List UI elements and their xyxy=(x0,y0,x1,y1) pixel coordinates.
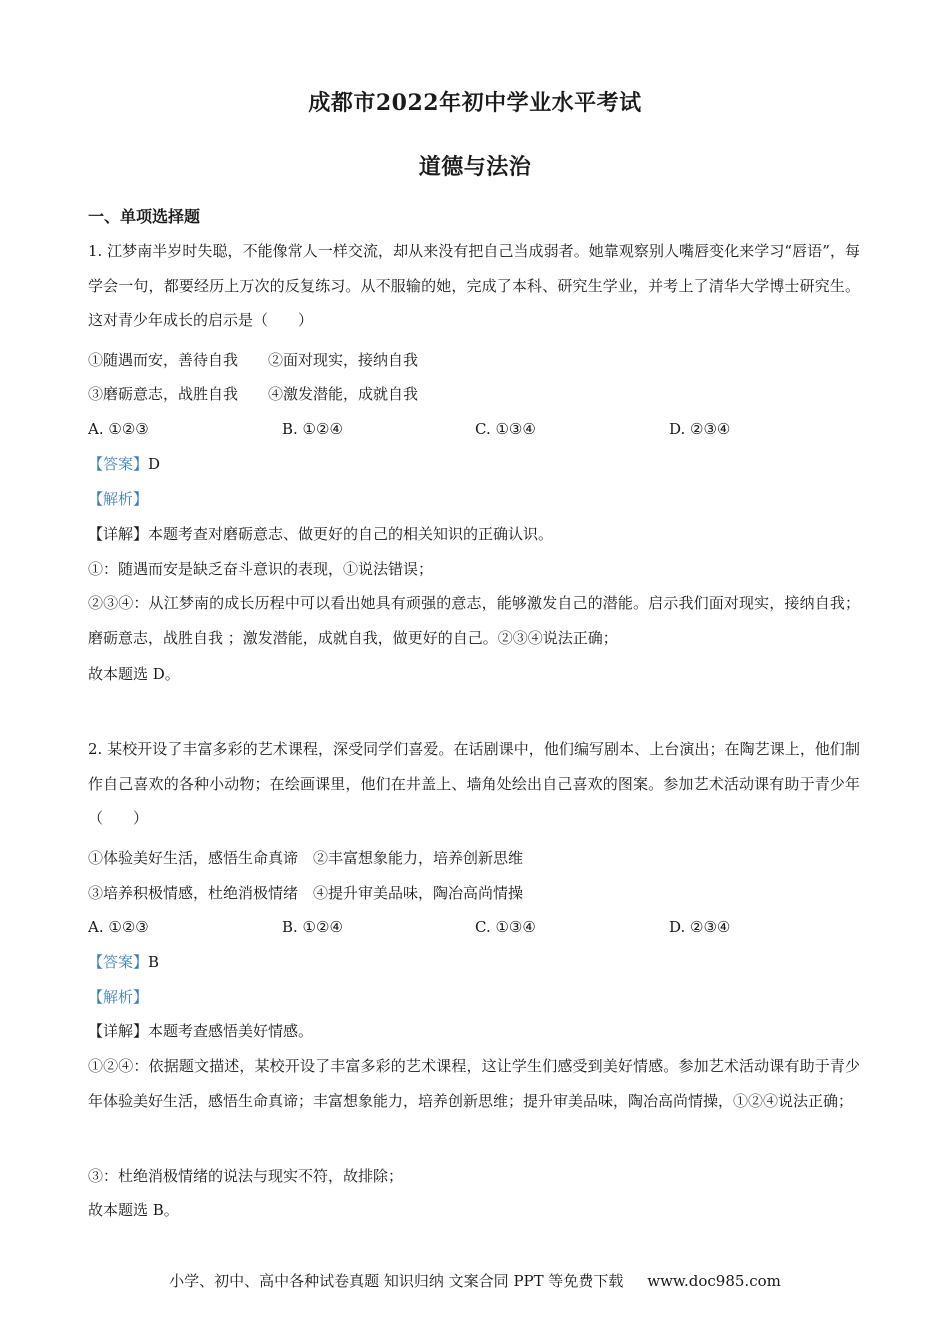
section-heading: 一、单项选择题 xyxy=(88,207,201,226)
question-2-stem: 2. 某校开设了丰富多彩的艺术课程，深受同学们喜爱。在话剧课中，他们编写剧本、上台演出；在陶艺课上，他们制作自己喜欢的各种小动物；在绘画课里，他们在井盖上、墙角处绘出自己喜欢的图案。参加艺术活动课有助于青少年（ ） xyxy=(88,740,860,827)
exam-title: 成都市2022年初中学业水平考试 xyxy=(308,90,642,116)
footer-site-link[interactable]: www.doc985.com xyxy=(647,1272,781,1290)
question-2-analysis-tag: 【解析】 xyxy=(88,988,149,1006)
question-1-option-c: C. ①③④ xyxy=(475,420,536,438)
answer-tag: 【答案】 xyxy=(88,953,149,971)
detail-tag: 【详解】 xyxy=(88,525,149,543)
detail-tag: 【详解】 xyxy=(88,1022,149,1040)
question-1-option-b: B. ①②④ xyxy=(282,420,343,438)
question-1-detail xyxy=(88,524,553,544)
question-1-stem: 1. 江梦南半岁时失聪，不能像常人一样交流，却从来没有把自己当成弱者。她靠观察别人嘴唇变化来学习“唇语”，每学会一句，都要经历上万次的反复练习。从不服输的她，完成了本科、研究生学业，并考上了清华大学博士研究生。这对青少年成长的启示是（ ） xyxy=(88,242,860,329)
question-1-analysis-tag: 【解析】 xyxy=(88,490,149,508)
question-1-explanation-1: ①：随遇而安是缺乏奋斗意识的表现，①说法错误； xyxy=(88,560,434,578)
question-1-conclusion: 故本题选 D。 xyxy=(88,665,180,683)
footer-text: 小学、初中、高中各种试卷真题 知识归纳 文案合同 PPT 等免费下载 xyxy=(169,1272,624,1290)
question-1-statements-2: ③磨砺意志，战胜自我 ④激发潜能，成就自我 xyxy=(88,385,419,403)
question-2-detail xyxy=(88,1021,313,1041)
exam-subject: 道德与法治 xyxy=(418,154,532,180)
question-2-option-b: B. ①②④ xyxy=(282,918,343,936)
question-2-option-a: A. ①②③ xyxy=(88,918,149,936)
question-2-answer xyxy=(88,952,159,972)
question-2-statements-2: ③培养积极情感，杜绝消极情绪 ④提升审美品味，陶冶高尚情操 xyxy=(88,884,524,902)
answer-value: D xyxy=(148,455,161,473)
answer-tag: 【答案】 xyxy=(88,455,149,473)
page-footer xyxy=(0,1270,950,1291)
question-1-option-a: A. ①②③ xyxy=(88,420,149,438)
question-2-explanation-2: ③：杜绝消极情绪的说法与现实不符，故排除； xyxy=(88,1167,404,1185)
question-2-conclusion: 故本题选 B。 xyxy=(88,1201,179,1219)
question-1-explanation-2: ②③④：从江梦南的成长历程中可以看出她具有顽强的意志，能够激发自己的潜能。启示我们面对现实，接纳自我；磨砺意志，战胜自我 ；激发潜能，成就自我，做更好的自己。②③④说法正确； xyxy=(88,594,860,647)
question-1-option-d: D. ②③④ xyxy=(669,420,731,438)
detail-text: 本题考查对磨砺意志、做更好的自己的相关知识的正确认识。 xyxy=(148,525,554,543)
question-2-explanation-1: ①②④：依据题文描述，某校开设了丰富多彩的艺术课程，这让学生们感受到美好情感。参加艺术活动课有助于青少年体验美好生活，感悟生命真谛；丰富想象能力，培养创新思维；提升审美品味，陶冶高尚情操，①②④说法正确； xyxy=(88,1057,860,1110)
detail-text: 本题考查感悟美好情感。 xyxy=(148,1022,314,1040)
question-1-answer xyxy=(88,454,160,474)
question-2-statements-1: ①体验美好生活，感悟生命真谛 ②丰富想象能力，培养创新思维 xyxy=(88,849,524,867)
question-1-statements-1: ①随遇而安，善待自我 ②面对现实，接纳自我 xyxy=(88,351,419,369)
answer-value: B xyxy=(148,953,160,971)
question-2-option-d: D. ②③④ xyxy=(669,918,731,936)
question-2-option-c: C. ①③④ xyxy=(475,918,536,936)
